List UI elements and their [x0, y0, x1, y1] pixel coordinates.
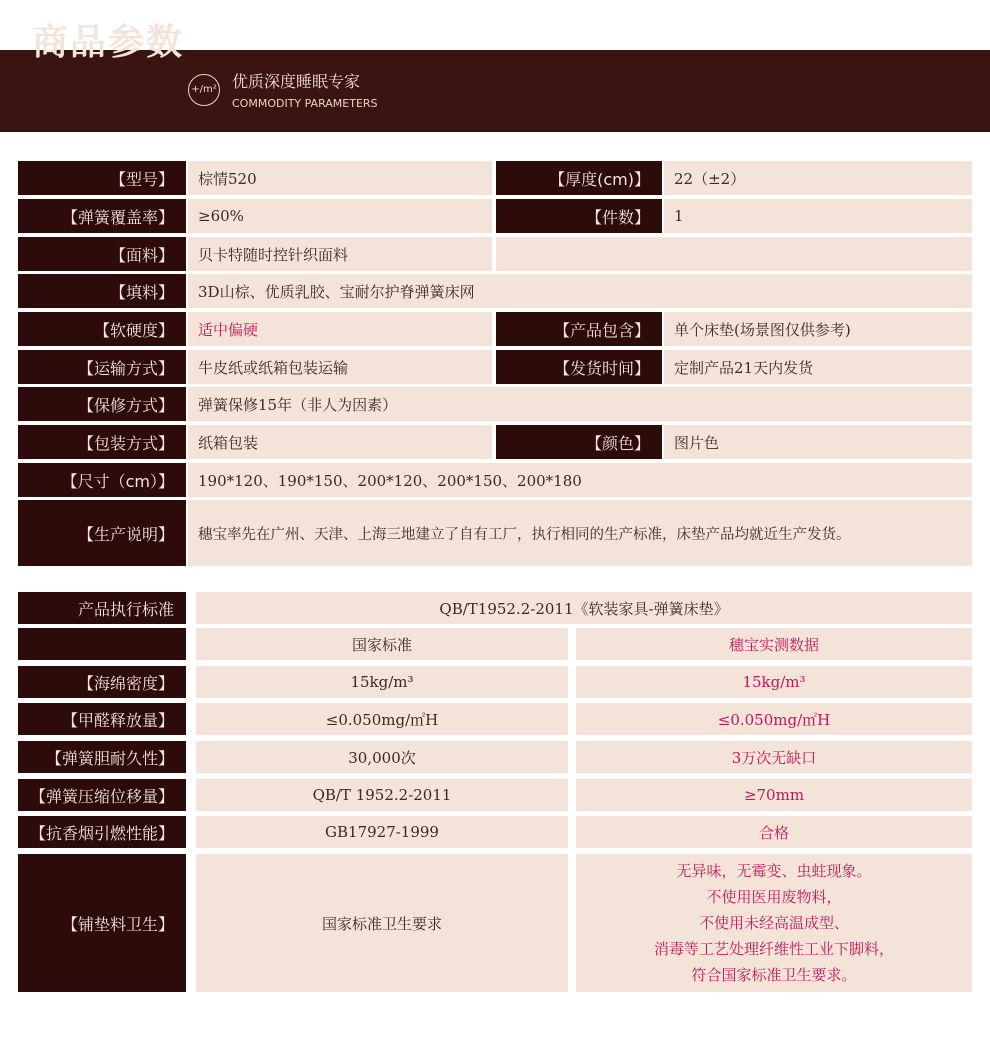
std-row-national: 国家标准卫生要求 [196, 854, 568, 992]
includes-label: 【产品包含】 [496, 312, 662, 346]
packaging-label: 【包装方式】 [18, 425, 186, 459]
hygiene-line: 不使用未经高温成型、 [698, 914, 849, 932]
std-row-label: 【海绵密度】 [18, 666, 186, 698]
color-value: 图片色 [664, 425, 972, 459]
page-title: 商品参数 [32, 21, 185, 63]
coverage-label: 【弹簧覆盖率】 [18, 199, 186, 233]
production-label: 【生产说明】 [18, 500, 186, 566]
std-row-national: GB17927-1999 [196, 816, 568, 848]
model-value: 棕情520 [188, 161, 492, 195]
hygiene-line: 消毒等工艺处理纤维性工业下脚料， [653, 940, 894, 958]
warranty-label: 【保修方式】 [18, 387, 186, 421]
col-national: 国家标准 [196, 628, 568, 660]
header-blank [18, 628, 186, 660]
fabric-label: 【面料】 [18, 237, 186, 271]
filling-label: 【填料】 [18, 274, 186, 308]
hygiene-line: 符合国家标准卫生要求。 [691, 966, 857, 984]
empty-cell [496, 237, 972, 271]
standard-value: QB/T1952.2-2011《软装家具-弹簧床垫》 [196, 592, 972, 624]
includes-value: 单个床垫(场景图仅供参考) [664, 312, 972, 346]
std-row-national: QB/T 1952.2-2011 [196, 779, 568, 811]
standard-label: 产品执行标准 [18, 592, 186, 624]
std-row-national: 30,000次 [196, 741, 568, 773]
std-row-label: 【铺垫料卫生】 [18, 854, 186, 992]
banner-subtitle: COMMODITY PARAMETERS [232, 97, 378, 110]
size-label: 【尺寸（cm）】 [18, 463, 186, 497]
firmness-value: 适中偏硬 [188, 312, 492, 346]
std-row-measured: ≤0.050mg/㎡H [576, 703, 972, 735]
std-row-label: 【抗香烟引燃性能】 [18, 816, 186, 848]
model-label: 【型号】 [18, 161, 186, 195]
firmness-label: 【软硬度】 [18, 312, 186, 346]
unit-badge-icon: +/m² [188, 74, 220, 106]
filling-value: 3D山棕、优质乳胶、宝耐尔护脊弹簧床网 [188, 274, 972, 308]
hygiene-line: 不使用医用废物料， [706, 888, 842, 906]
warranty-value: 弹簧保修15年（非人为因素） [188, 387, 972, 421]
thickness-value: 22（±2） [664, 161, 972, 195]
shipping-value: 牛皮纸或纸箱包装运输 [188, 350, 492, 384]
delivery-value: 定制产品21天内发货 [664, 350, 972, 384]
std-row-measured: 3万次无缺口 [576, 741, 972, 773]
std-row-label: 【甲醛释放量】 [18, 703, 186, 735]
pieces-value: 1 [664, 199, 972, 233]
packaging-value: 纸箱包装 [188, 425, 492, 459]
shipping-label: 【运输方式】 [18, 350, 186, 384]
std-row-label: 【弹簧压缩位移量】 [18, 779, 186, 811]
std-row-measured: 合格 [576, 816, 972, 848]
hygiene-measured [576, 854, 972, 992]
std-row-national: ≤0.050mg/㎡H [196, 703, 568, 735]
std-row-national: 15kg/m³ [196, 666, 568, 698]
hygiene-line: 无异味，无霉变、虫蛀现象。 [676, 862, 872, 880]
production-value: 穗宝率先在广州、天津、上海三地建立了自有工厂，执行相同的生产标准，床垫产品均就近生产发货。 [188, 500, 972, 566]
size-value: 190*120、190*150、200*120、200*150、200*180 [188, 463, 972, 497]
coverage-value: ≥60% [188, 199, 492, 233]
thickness-label: 【厚度(cm)】 [496, 161, 662, 195]
std-row-measured: ≥70mm [576, 779, 972, 811]
fabric-value: 贝卡特随时控针织面料 [188, 237, 492, 271]
std-row-measured: 15kg/m³ [576, 666, 972, 698]
col-measured: 穗宝实测数据 [576, 628, 972, 660]
pieces-label: 【件数】 [496, 199, 662, 233]
delivery-label: 【发货时间】 [496, 350, 662, 384]
color-label: 【颜色】 [496, 425, 662, 459]
std-row-label: 【弹簧胆耐久性】 [18, 741, 186, 773]
banner-slogan: 优质深度睡眠专家 [232, 72, 361, 91]
